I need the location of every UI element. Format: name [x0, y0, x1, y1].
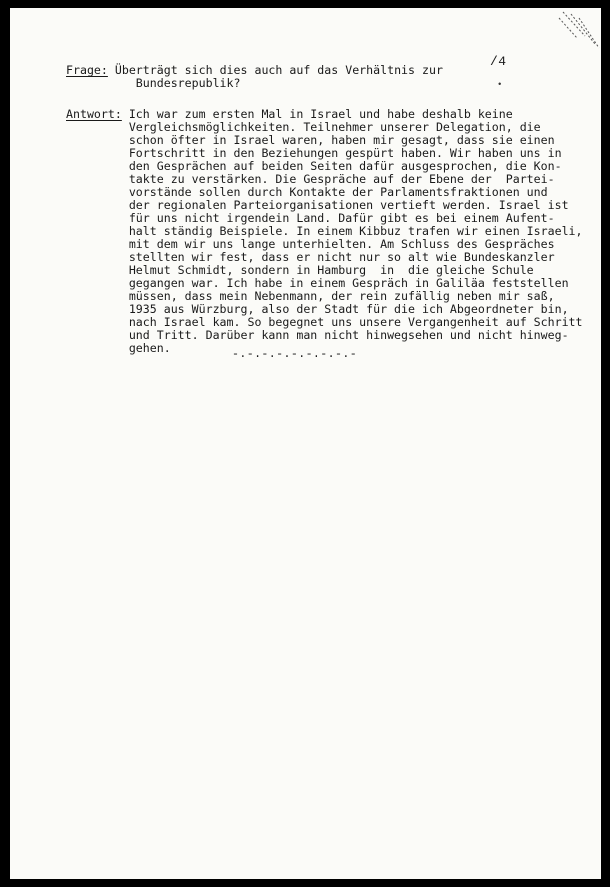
question-continuation: Bundesrepublik?	[66, 76, 241, 90]
section-separator: -.-.-.-.-.-.-.-.-	[232, 348, 358, 361]
document-page	[10, 8, 601, 879]
answer-continuation: Vergleichsmöglichkeiten. Teilnehmer unserer Delegation, die schon öfter in Israel waren, haben mir gesagt, dass sie einen Fortschritt in den Beziehungen gespürt haben. Wir haben uns in den Gesprächen auf beiden Seiten dafür ausgesprochen, die Kon- takte zu verstärken. Die Gespräche auf der Ebene der Partei- vorstände sollen durch Kontakte der Parlamentsfraktionen und der regionalen Parteiorganisationen vertieft werden. Israel ist für uns nicht irgendein Land. Dafür gibt es bei einem Aufent- halt ständig Beispiele. In einem Kibbuz trafen wir einen Israeli, mit dem wir uns lange unterhielten. Am Schluss des Gespräches stellten wir fest, dass er nicht nur so alt wie Bundeskanzler Helmut Schmidt, sondern in Hamburg in die gleiche Schule gegangen war. Ich habe in einem Gespräch in Galiläa feststellen müssen, dass mein Nebenmann, der rein zufällig neben mir saß, 1935 aus Würzburg, also der Stadt für die ich Abgeordneter bin, nach Israel kam. So begegnet uns unsere Vergangenheit auf Schritt und Tritt. Darüber kann man nicht hinwegsehen und nicht hinweg- gehen.	[128, 120, 583, 355]
page-number: /4	[490, 54, 507, 69]
question-first-line: Überträgt sich dies auch auf das Verhältnis zur	[107, 63, 443, 77]
answer-block	[66, 107, 583, 355]
answer-first-line: Ich war zum ersten Mal in Israel und habe deshalb keine	[121, 107, 513, 121]
answer-text	[66, 107, 583, 355]
answer-label: Antwort:	[66, 107, 122, 121]
margin-mark: •	[497, 80, 503, 90]
question-block	[66, 64, 536, 90]
corner-scratch-marks	[551, 8, 601, 78]
question-label: Frage:	[66, 63, 108, 77]
question-text	[66, 64, 536, 90]
